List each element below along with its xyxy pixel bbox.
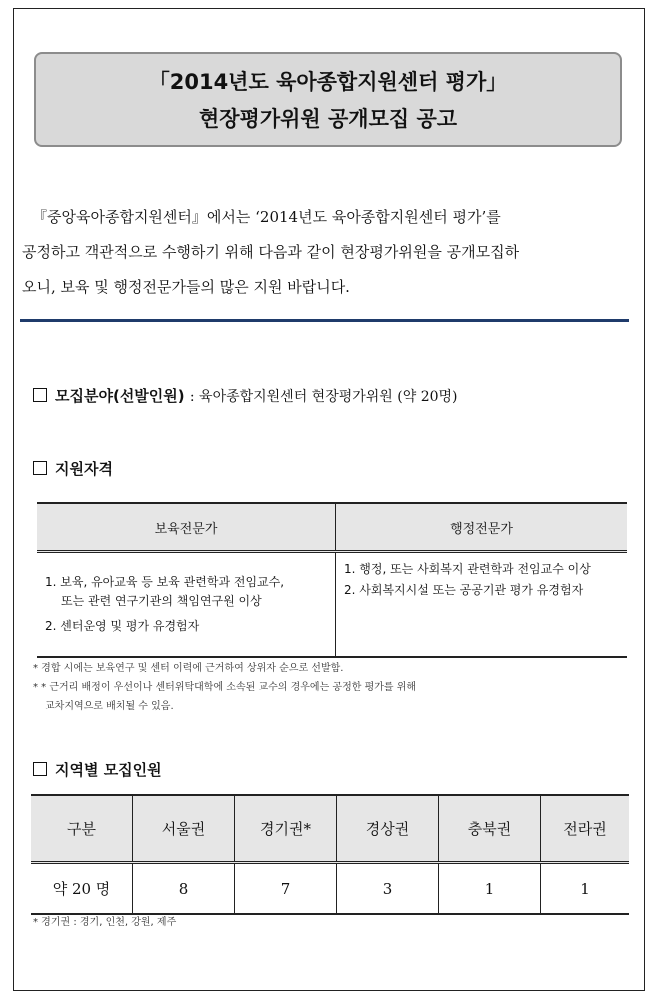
intro-paragraph <box>22 200 638 305</box>
region-count-seoul: 8 <box>133 863 235 915</box>
qualification-label: 지원자격 <box>55 460 113 478</box>
recruit-field-section <box>33 385 458 406</box>
qualification-table <box>37 502 627 658</box>
announcement-title <box>34 52 622 147</box>
region-total: 약 20 명 <box>31 863 133 915</box>
region-header-chungbuk: 충북권 <box>439 795 541 863</box>
qualification-section-title <box>33 458 113 479</box>
region-header-gyeonggi: 경기권* <box>235 795 337 863</box>
section-divider <box>20 319 629 322</box>
qualification-notes <box>33 661 416 714</box>
region-table <box>31 794 629 915</box>
region-header-gyeongsang: 경상권 <box>337 795 439 863</box>
region-label: 지역별 모집인원 <box>55 761 162 779</box>
recruit-field-value: : 육아종합지원센터 현장평가위원 (약 20명) <box>189 389 458 405</box>
region-section-title <box>33 759 162 780</box>
recruit-field-label: 모집분야(선발인원) <box>55 387 185 405</box>
childcare-criterion-1: 1. 보육, 유아교육 등 보육 관련학과 전임교수, <box>45 575 285 589</box>
region-count-jeolla: 1 <box>541 863 630 915</box>
region-header-seoul: 서울권 <box>133 795 235 863</box>
note-1: * 경합 시에는 보육연구 및 센터 이력에 근거하여 상위자 순으로 선발함. <box>33 663 344 674</box>
header-admin-expert: 행정전문가 <box>336 503 628 552</box>
region-header-jeolla: 전라권 <box>541 795 630 863</box>
checkbox-square-icon <box>33 461 47 475</box>
childcare-criteria <box>37 552 336 658</box>
intro-line-3: 오니, 보육 및 행정전문가들의 많은 지원 바랍니다. <box>22 278 350 296</box>
region-header-category: 구분 <box>31 795 133 863</box>
admin-criterion-2: 2. 사회복지시설 또는 공공기관 평가 유경험자 <box>344 583 584 597</box>
header-childcare-expert: 보육전문가 <box>37 503 336 552</box>
intro-line-2: 공정하고 객관적으로 수행하기 위해 다음과 같이 현장평가위원을 공개모집하 <box>22 243 520 261</box>
checkbox-square-icon <box>33 388 47 402</box>
admin-criteria <box>336 552 628 658</box>
region-count-gyeonggi: 7 <box>235 863 337 915</box>
note-2: * * 근거리 배정이 우선이나 센터위탁대학에 소속된 교수의 경우에는 공정한 평가를 위해 <box>33 682 417 693</box>
region-count-gyeongsang: 3 <box>337 863 439 915</box>
checkbox-square-icon <box>33 762 47 776</box>
childcare-criterion-2: 2. 센터운영 및 평가 유경험자 <box>45 619 200 633</box>
admin-criterion-1: 1. 행정, 또는 사회복지 관련학과 전임교수 이상 <box>344 562 591 576</box>
title-line-2: 현장평가위원 공개모집 공고 <box>198 107 458 131</box>
region-count-chungbuk: 1 <box>439 863 541 915</box>
intro-line-1: 『중앙육아종합지원센터』에서는 ‘2014년도 육아종합지원센터 평가’를 <box>32 208 501 226</box>
region-footnote: * 경기권 : 경기, 인천, 강원, 제주 <box>33 917 177 928</box>
title-line-1: 「2014년도 육아종합지원센터 평가」 <box>148 70 508 94</box>
note-2-cont: 교차지역으로 배치될 수 있음. <box>45 701 174 712</box>
childcare-criterion-1-cont: 또는 관련 연구기관의 책임연구원 이상 <box>61 594 262 608</box>
